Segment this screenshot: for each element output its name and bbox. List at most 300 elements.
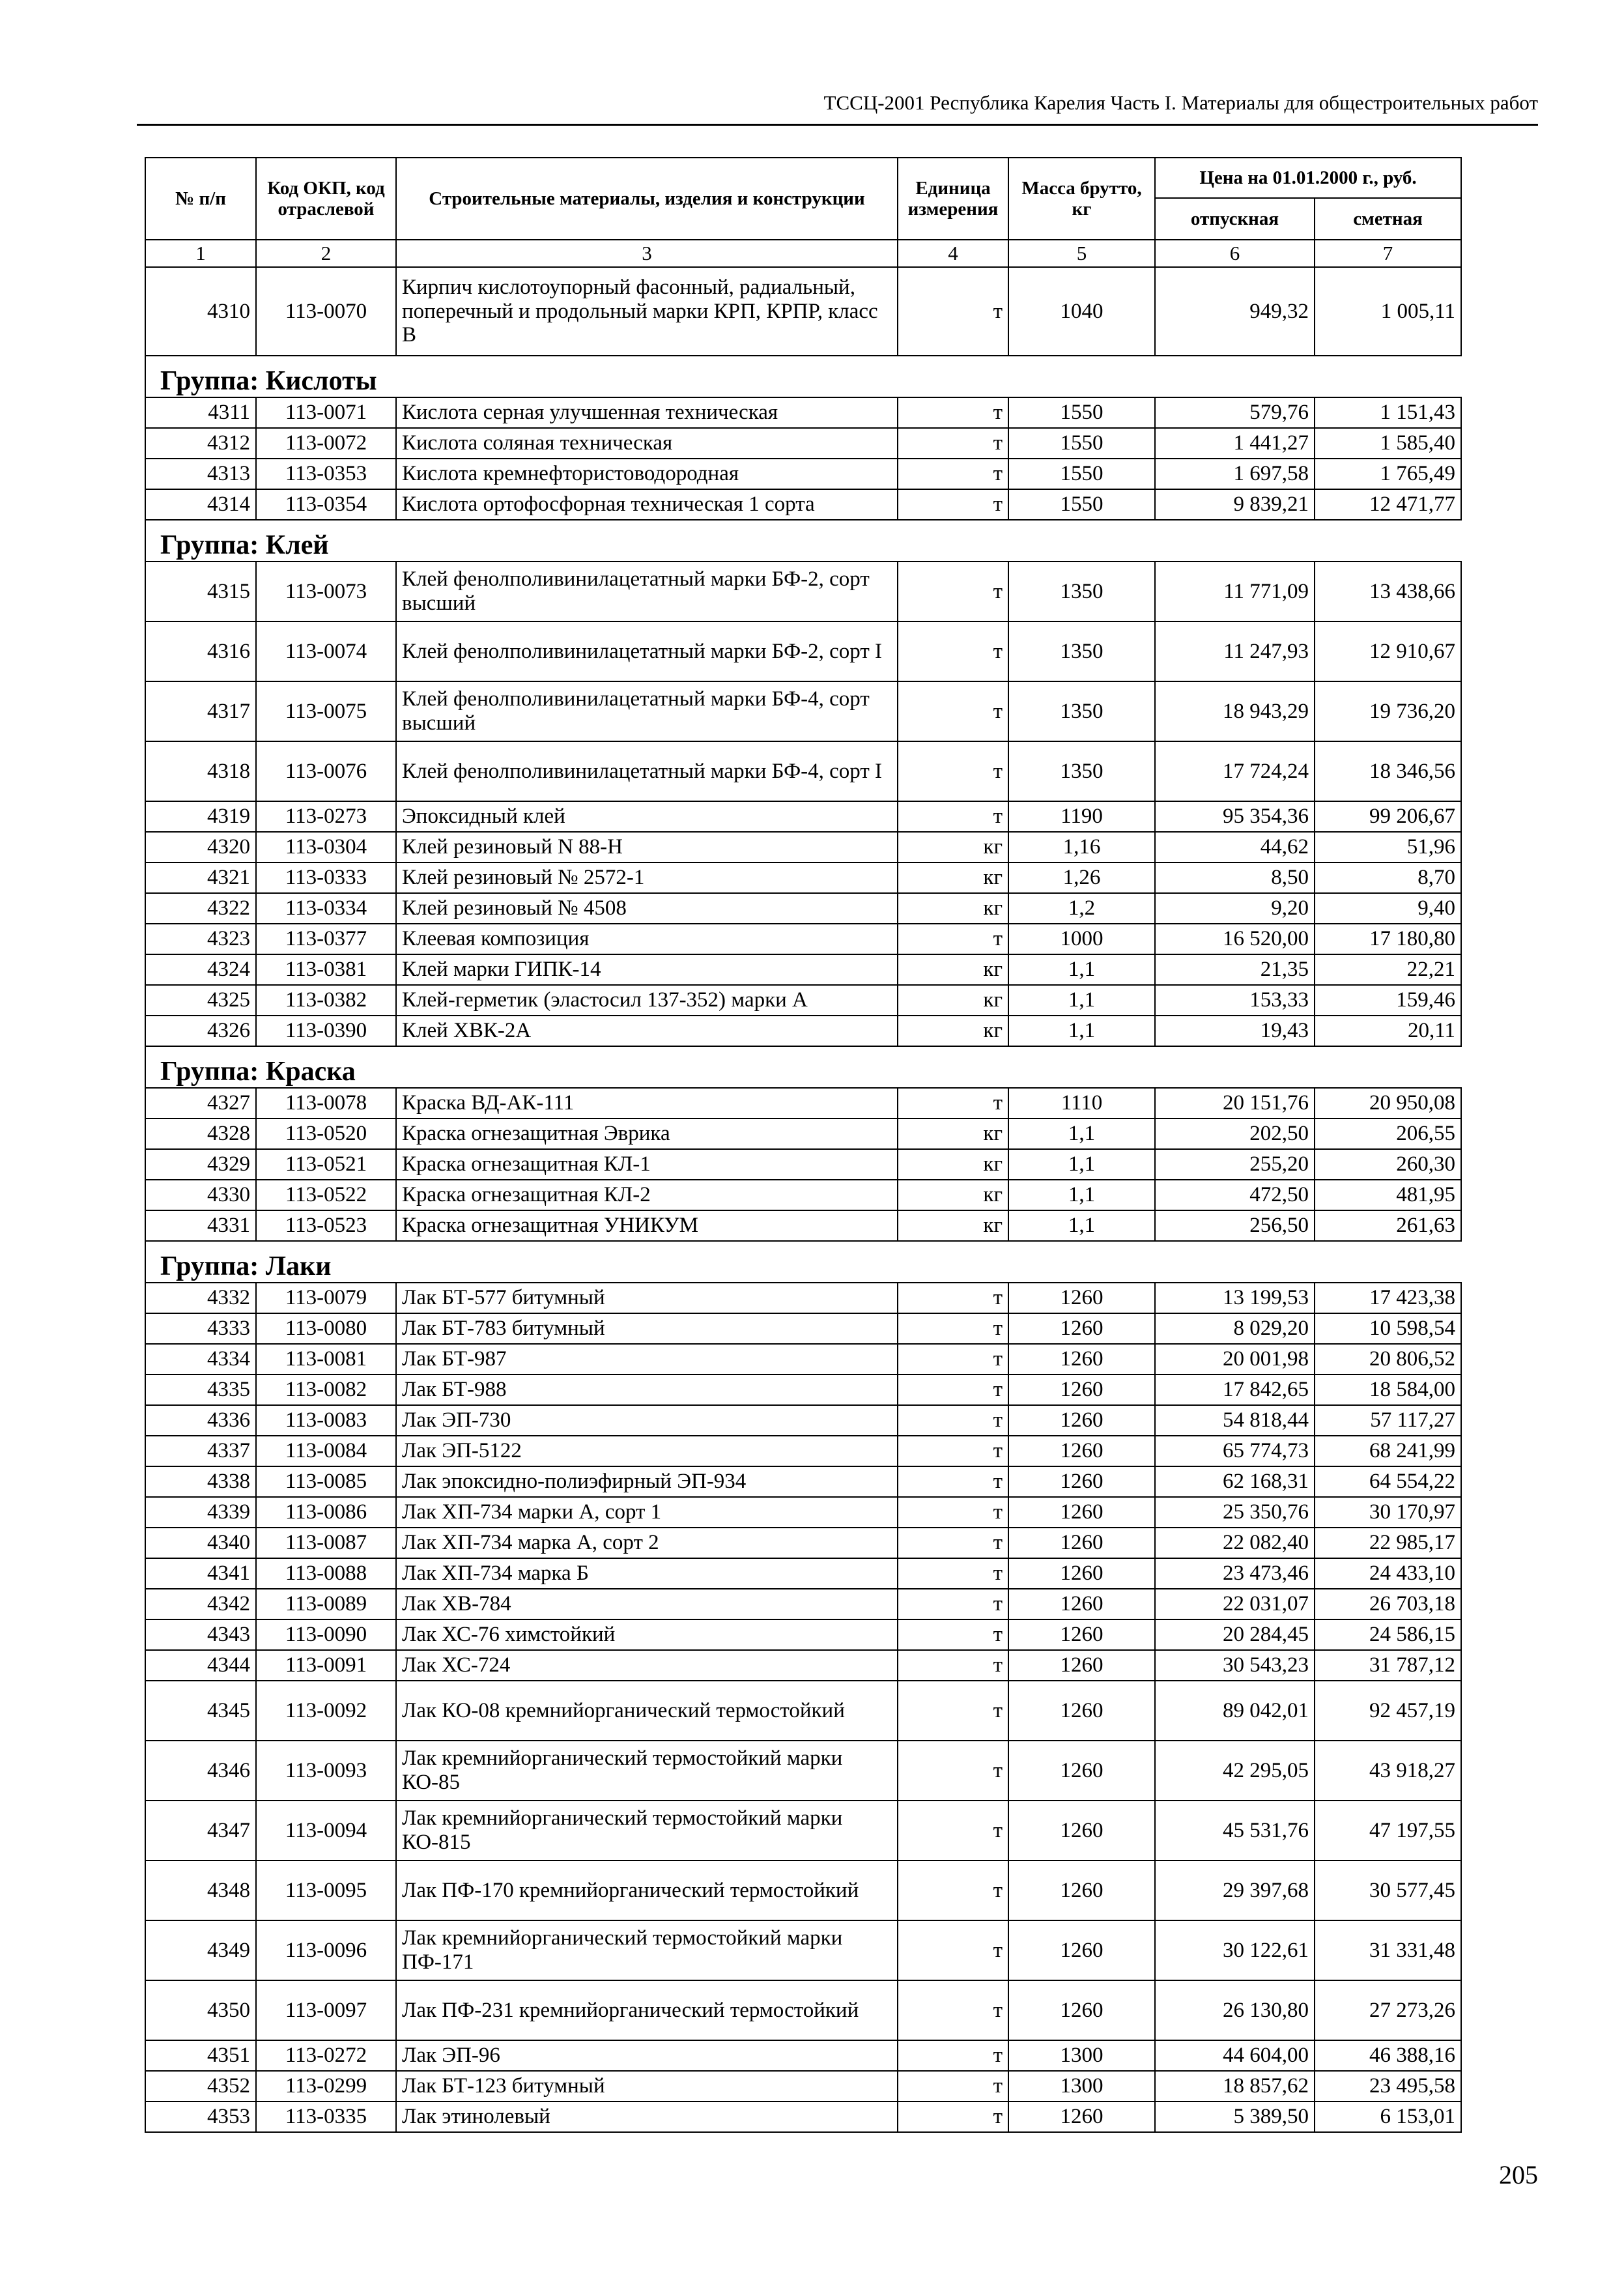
group-heading: Группа: Краска [145, 1046, 1461, 1088]
item-unit: кг [898, 1180, 1008, 1210]
table-row [145, 832, 1461, 862]
item-name: Краска огнезащитная УНИКУМ [396, 1210, 898, 1241]
item-unit: т [898, 489, 1008, 520]
item-unit: т [898, 1589, 1008, 1619]
item-price-estimate: 68 241,99 [1315, 1436, 1461, 1466]
item-name: Клей резиновый № 2572-1 [396, 862, 898, 893]
item-price-estimate: 18 346,56 [1315, 741, 1461, 801]
item-name: Кислота ортофосфорная техническая 1 сорта [396, 489, 898, 520]
item-okp-code: 113-0079 [256, 1283, 396, 1313]
item-mass: 1350 [1008, 621, 1155, 681]
item-okp-code: 113-0304 [256, 832, 396, 862]
item-mass: 1,26 [1008, 862, 1155, 893]
item-price-estimate: 30 577,45 [1315, 1860, 1461, 1920]
item-mass: 1260 [1008, 1860, 1155, 1920]
item-price-estimate: 99 206,67 [1315, 801, 1461, 832]
item-mass: 1000 [1008, 924, 1155, 954]
item-number: 4343 [145, 1619, 256, 1650]
column-number: 1 [145, 240, 256, 267]
item-price-release: 42 295,05 [1155, 1741, 1315, 1801]
item-price-estimate: 23 495,58 [1315, 2071, 1461, 2102]
table-row [145, 1466, 1461, 1497]
item-mass: 1,16 [1008, 832, 1155, 862]
item-number: 4327 [145, 1088, 256, 1119]
item-name: Лак кремнийорганический термостойкий марки КО-85 [396, 1741, 898, 1801]
item-unit: т [898, 1436, 1008, 1466]
column-number: 6 [1155, 240, 1315, 267]
item-mass: 1260 [1008, 1920, 1155, 1980]
item-unit: кг [898, 832, 1008, 862]
item-unit: т [898, 1283, 1008, 1313]
item-name: Кислота серная улучшенная техническая [396, 397, 898, 428]
item-mass: 1260 [1008, 1283, 1155, 1313]
item-name: Лак ХП-734 марка Б [396, 1558, 898, 1589]
item-number: 4330 [145, 1180, 256, 1210]
table-row [145, 1283, 1461, 1313]
item-price-release: 25 350,76 [1155, 1497, 1315, 1528]
header-price-release: отпускная [1155, 198, 1315, 240]
item-number: 4352 [145, 2071, 256, 2102]
item-okp-code: 113-0088 [256, 1558, 396, 1589]
item-price-estimate: 92 457,19 [1315, 1681, 1461, 1741]
table-row [145, 985, 1461, 1016]
item-price-estimate: 8,70 [1315, 862, 1461, 893]
item-price-release: 8,50 [1155, 862, 1315, 893]
item-okp-code: 113-0070 [256, 267, 396, 356]
item-number: 4319 [145, 801, 256, 832]
item-mass: 1110 [1008, 1088, 1155, 1119]
table-row [145, 1558, 1461, 1589]
item-name: Клеевая композиция [396, 924, 898, 954]
item-name: Краска огнезащитная КЛ-1 [396, 1149, 898, 1180]
item-name: Лак КО-08 кремнийорганический термостойкий [396, 1681, 898, 1741]
item-okp-code: 113-0082 [256, 1375, 396, 1405]
item-name: Клей фенолполивинилацетатный марки БФ-4, сорт высший [396, 681, 898, 741]
item-price-release: 19,43 [1155, 1016, 1315, 1046]
item-number: 4346 [145, 1741, 256, 1801]
item-price-estimate: 6 153,01 [1315, 2102, 1461, 2132]
table-row [145, 801, 1461, 832]
item-price-release: 11 771,09 [1155, 562, 1315, 621]
group-heading: Группа: Клей [145, 520, 1461, 562]
item-mass: 1260 [1008, 1375, 1155, 1405]
item-okp-code: 113-0074 [256, 621, 396, 681]
item-mass: 1300 [1008, 2040, 1155, 2071]
item-price-release: 17 842,65 [1155, 1375, 1315, 1405]
item-unit: т [898, 1497, 1008, 1528]
item-price-release: 20 151,76 [1155, 1088, 1315, 1119]
table-row [145, 267, 1461, 356]
item-price-release: 9 839,21 [1155, 489, 1315, 520]
item-unit: т [898, 1344, 1008, 1375]
item-name: Кирпич кислотоупорный фасонный, радиальный, поперечный и продольный марки КРП, КРПР, класс В [396, 267, 898, 356]
item-price-estimate: 57 117,27 [1315, 1405, 1461, 1436]
item-price-release: 20 001,98 [1155, 1344, 1315, 1375]
item-okp-code: 113-0333 [256, 862, 396, 893]
item-name: Клей резиновый № 4508 [396, 893, 898, 924]
header-okp: Код ОКП, код отраслевой [256, 158, 396, 240]
item-mass: 1,1 [1008, 1210, 1155, 1241]
table-row [145, 1619, 1461, 1650]
item-mass: 1,1 [1008, 1016, 1155, 1046]
column-number: 2 [256, 240, 396, 267]
column-number: 5 [1008, 240, 1155, 267]
item-number: 4325 [145, 985, 256, 1016]
item-name: Клей ХВК-2А [396, 1016, 898, 1046]
item-name: Краска ВД-АК-111 [396, 1088, 898, 1119]
item-name: Лак БТ-123 битумный [396, 2071, 898, 2102]
item-mass: 1,1 [1008, 1119, 1155, 1149]
page-number: 205 [1499, 2160, 1538, 2189]
item-price-estimate: 481,95 [1315, 1180, 1461, 1210]
table-row [145, 681, 1461, 741]
table-row [145, 1920, 1461, 1980]
table-row [145, 1149, 1461, 1180]
item-unit: т [898, 1405, 1008, 1436]
item-okp-code: 113-0080 [256, 1313, 396, 1344]
item-unit: т [898, 621, 1008, 681]
item-unit: т [898, 1466, 1008, 1497]
item-mass: 1350 [1008, 562, 1155, 621]
table-row [145, 428, 1461, 459]
item-number: 4331 [145, 1210, 256, 1241]
item-okp-code: 113-0081 [256, 1344, 396, 1375]
table-row [145, 1741, 1461, 1801]
item-mass: 1,1 [1008, 1149, 1155, 1180]
item-price-release: 20 284,45 [1155, 1619, 1315, 1650]
item-price-estimate: 1 151,43 [1315, 397, 1461, 428]
item-unit: т [898, 801, 1008, 832]
item-unit: кг [898, 862, 1008, 893]
item-okp-code: 113-0272 [256, 2040, 396, 2071]
item-okp-code: 113-0335 [256, 2102, 396, 2132]
group-heading-row [145, 1241, 1461, 1283]
item-price-release: 949,32 [1155, 267, 1315, 356]
table-row [145, 893, 1461, 924]
item-mass: 1350 [1008, 741, 1155, 801]
item-price-estimate: 1 005,11 [1315, 267, 1461, 356]
item-unit: т [898, 1980, 1008, 2040]
table-row [145, 1436, 1461, 1466]
column-number: 4 [898, 240, 1008, 267]
item-unit: т [898, 741, 1008, 801]
item-unit: кг [898, 1210, 1008, 1241]
table-row [145, 2040, 1461, 2071]
item-number: 4337 [145, 1436, 256, 1466]
item-price-release: 16 520,00 [1155, 924, 1315, 954]
item-name: Краска огнезащитная КЛ-2 [396, 1180, 898, 1210]
item-unit: т [898, 459, 1008, 489]
item-unit: т [898, 1375, 1008, 1405]
group-heading: Группа: Лаки [145, 1241, 1461, 1283]
item-price-release: 255,20 [1155, 1149, 1315, 1180]
item-price-release: 89 042,01 [1155, 1681, 1315, 1741]
item-number: 4347 [145, 1801, 256, 1860]
item-mass: 1550 [1008, 489, 1155, 520]
item-number: 4315 [145, 562, 256, 621]
item-number: 4339 [145, 1497, 256, 1528]
item-price-release: 17 724,24 [1155, 741, 1315, 801]
table-row [145, 741, 1461, 801]
item-number: 4329 [145, 1149, 256, 1180]
item-name: Кислота кремнефтористоводородная [396, 459, 898, 489]
item-mass: 1,1 [1008, 1180, 1155, 1210]
item-number: 4341 [145, 1558, 256, 1589]
item-number: 4334 [145, 1344, 256, 1375]
item-price-estimate: 1 585,40 [1315, 428, 1461, 459]
item-price-estimate: 260,30 [1315, 1149, 1461, 1180]
item-okp-code: 113-0523 [256, 1210, 396, 1241]
item-okp-code: 113-0075 [256, 681, 396, 741]
item-mass: 1260 [1008, 1801, 1155, 1860]
item-price-release: 579,76 [1155, 397, 1315, 428]
item-price-estimate: 9,40 [1315, 893, 1461, 924]
item-mass: 1260 [1008, 1558, 1155, 1589]
item-price-estimate: 22,21 [1315, 954, 1461, 985]
table-row [145, 1210, 1461, 1241]
item-okp-code: 113-0522 [256, 1180, 396, 1210]
item-okp-code: 113-0377 [256, 924, 396, 954]
item-okp-code: 113-0089 [256, 1589, 396, 1619]
item-price-estimate: 31 787,12 [1315, 1650, 1461, 1681]
item-okp-code: 113-0087 [256, 1528, 396, 1558]
item-number: 4311 [145, 397, 256, 428]
item-okp-code: 113-0095 [256, 1860, 396, 1920]
item-price-release: 45 531,76 [1155, 1801, 1315, 1860]
table-body [145, 267, 1461, 2132]
item-price-estimate: 13 438,66 [1315, 562, 1461, 621]
item-mass: 1,1 [1008, 954, 1155, 985]
table-row [145, 1119, 1461, 1149]
item-name: Лак ХП-734 марка А, сорт 2 [396, 1528, 898, 1558]
item-okp-code: 113-0071 [256, 397, 396, 428]
item-price-release: 153,33 [1155, 985, 1315, 1016]
item-okp-code: 113-0273 [256, 801, 396, 832]
table-row [145, 1313, 1461, 1344]
item-unit: т [898, 1558, 1008, 1589]
item-name: Лак БТ-783 битумный [396, 1313, 898, 1344]
item-price-release: 18 857,62 [1155, 2071, 1315, 2102]
item-price-estimate: 17 180,80 [1315, 924, 1461, 954]
item-mass: 1260 [1008, 1681, 1155, 1741]
item-number: 4310 [145, 267, 256, 356]
item-price-estimate: 12 910,67 [1315, 621, 1461, 681]
item-price-release: 22 082,40 [1155, 1528, 1315, 1558]
item-okp-code: 113-0096 [256, 1920, 396, 1980]
item-price-release: 65 774,73 [1155, 1436, 1315, 1466]
table-head [145, 158, 1461, 267]
item-price-estimate: 43 918,27 [1315, 1741, 1461, 1801]
item-number: 4321 [145, 862, 256, 893]
item-name: Лак ЭП-96 [396, 2040, 898, 2071]
item-mass: 1260 [1008, 1497, 1155, 1528]
header-name: Строительные материалы, изделия и конструкции [396, 158, 898, 240]
item-price-estimate: 18 584,00 [1315, 1375, 1461, 1405]
table-row [145, 1681, 1461, 1741]
item-okp-code: 113-0521 [256, 1149, 396, 1180]
item-okp-code: 113-0381 [256, 954, 396, 985]
item-number: 4351 [145, 2040, 256, 2071]
item-number: 4332 [145, 1283, 256, 1313]
item-mass: 1260 [1008, 1589, 1155, 1619]
item-unit: т [898, 1920, 1008, 1980]
item-unit: т [898, 1650, 1008, 1681]
item-price-estimate: 12 471,77 [1315, 489, 1461, 520]
item-price-estimate: 1 765,49 [1315, 459, 1461, 489]
item-price-estimate: 261,63 [1315, 1210, 1461, 1241]
item-okp-code: 113-0093 [256, 1741, 396, 1801]
item-price-estimate: 31 331,48 [1315, 1920, 1461, 1980]
item-number: 4322 [145, 893, 256, 924]
item-unit: кг [898, 1149, 1008, 1180]
item-okp-code: 113-0334 [256, 893, 396, 924]
item-number: 4324 [145, 954, 256, 985]
item-name: Лак БТ-577 битумный [396, 1283, 898, 1313]
item-name: Лак БТ-988 [396, 1375, 898, 1405]
item-number: 4338 [145, 1466, 256, 1497]
table-row [145, 397, 1461, 428]
table-row [145, 1405, 1461, 1436]
table-row [145, 1801, 1461, 1860]
table-row [145, 1344, 1461, 1375]
item-okp-code: 113-0078 [256, 1088, 396, 1119]
item-unit: т [898, 1619, 1008, 1650]
item-name: Кислота соляная техническая [396, 428, 898, 459]
item-number: 4349 [145, 1920, 256, 1980]
item-price-release: 1 697,58 [1155, 459, 1315, 489]
item-price-release: 256,50 [1155, 1210, 1315, 1241]
item-unit: т [898, 1313, 1008, 1344]
item-okp-code: 113-0091 [256, 1650, 396, 1681]
item-okp-code: 113-0076 [256, 741, 396, 801]
table-row [145, 1180, 1461, 1210]
item-number: 4312 [145, 428, 256, 459]
item-okp-code: 113-0094 [256, 1801, 396, 1860]
price-table [145, 157, 1462, 2133]
group-heading-row [145, 1046, 1461, 1088]
item-price-estimate: 47 197,55 [1315, 1801, 1461, 1860]
item-name: Лак ПФ-170 кремнийорганический термостойкий [396, 1860, 898, 1920]
group-heading-row [145, 356, 1461, 397]
item-number: 4345 [145, 1681, 256, 1741]
item-price-estimate: 20,11 [1315, 1016, 1461, 1046]
item-price-estimate: 51,96 [1315, 832, 1461, 862]
item-name: Лак ЭП-5122 [396, 1436, 898, 1466]
table-row [145, 1650, 1461, 1681]
column-number: 7 [1315, 240, 1461, 267]
item-number: 4353 [145, 2102, 256, 2132]
item-unit: т [898, 1528, 1008, 1558]
item-unit: т [898, 428, 1008, 459]
table-row [145, 2102, 1461, 2132]
item-mass: 1260 [1008, 1980, 1155, 2040]
item-mass: 1260 [1008, 1650, 1155, 1681]
item-mass: 1260 [1008, 1741, 1155, 1801]
item-price-release: 9,20 [1155, 893, 1315, 924]
table-row [145, 562, 1461, 621]
item-unit: кг [898, 1016, 1008, 1046]
item-price-estimate: 30 170,97 [1315, 1497, 1461, 1528]
item-price-release: 472,50 [1155, 1180, 1315, 1210]
item-price-estimate: 206,55 [1315, 1119, 1461, 1149]
item-unit: т [898, 562, 1008, 621]
table-row [145, 1980, 1461, 2040]
item-number: 4350 [145, 1980, 256, 2040]
item-price-estimate: 64 554,22 [1315, 1466, 1461, 1497]
table-row [145, 1589, 1461, 1619]
item-unit: т [898, 2040, 1008, 2071]
item-unit: т [898, 267, 1008, 356]
item-price-release: 62 168,31 [1155, 1466, 1315, 1497]
item-price-release: 44,62 [1155, 832, 1315, 862]
item-mass: 1260 [1008, 1313, 1155, 1344]
item-unit: т [898, 1741, 1008, 1801]
item-number: 4348 [145, 1860, 256, 1920]
item-number: 4314 [145, 489, 256, 520]
item-mass: 1260 [1008, 1528, 1155, 1558]
item-price-estimate: 20 806,52 [1315, 1344, 1461, 1375]
item-okp-code: 113-0092 [256, 1681, 396, 1741]
item-mass: 1,2 [1008, 893, 1155, 924]
item-price-estimate: 24 586,15 [1315, 1619, 1461, 1650]
item-price-estimate: 46 388,16 [1315, 2040, 1461, 2071]
item-price-release: 18 943,29 [1155, 681, 1315, 741]
item-unit: т [898, 924, 1008, 954]
item-number: 4316 [145, 621, 256, 681]
item-okp-code: 113-0084 [256, 1436, 396, 1466]
item-okp-code: 113-0097 [256, 1980, 396, 2040]
item-unit: т [898, 397, 1008, 428]
table-row [145, 1860, 1461, 1920]
item-number: 4317 [145, 681, 256, 741]
item-mass: 1260 [1008, 2102, 1155, 2132]
column-number: 3 [396, 240, 898, 267]
item-number: 4342 [145, 1589, 256, 1619]
item-mass: 1550 [1008, 397, 1155, 428]
item-price-release: 30 543,23 [1155, 1650, 1315, 1681]
item-number: 4328 [145, 1119, 256, 1149]
item-price-release: 29 397,68 [1155, 1860, 1315, 1920]
item-name: Лак ХВ-784 [396, 1589, 898, 1619]
item-name: Клей фенолполивинилацетатный марки БФ-2, сорт I [396, 621, 898, 681]
table-row [145, 1528, 1461, 1558]
item-mass: 1350 [1008, 681, 1155, 741]
table-row [145, 1016, 1461, 1046]
group-heading-row [145, 520, 1461, 562]
item-price-release: 202,50 [1155, 1119, 1315, 1149]
item-name: Лак ЭП-730 [396, 1405, 898, 1436]
item-unit: кг [898, 954, 1008, 985]
item-price-release: 54 818,44 [1155, 1405, 1315, 1436]
item-price-release: 13 199,53 [1155, 1283, 1315, 1313]
item-name: Лак БТ-987 [396, 1344, 898, 1375]
table-row [145, 621, 1461, 681]
header-num: № п/п [145, 158, 256, 240]
item-unit: т [898, 1681, 1008, 1741]
item-mass: 1260 [1008, 1405, 1155, 1436]
item-price-release: 30 122,61 [1155, 1920, 1315, 1980]
item-name: Клей-герметик (эластосил 137-352) марки А [396, 985, 898, 1016]
header-unit: Единица измерения [898, 158, 1008, 240]
item-price-estimate: 22 985,17 [1315, 1528, 1461, 1558]
item-mass: 1260 [1008, 1344, 1155, 1375]
header-price-estimate: сметная [1315, 198, 1461, 240]
table-row [145, 1375, 1461, 1405]
item-mass: 1040 [1008, 267, 1155, 356]
item-name: Лак ХС-76 химстойкий [396, 1619, 898, 1650]
item-okp-code: 113-0085 [256, 1466, 396, 1497]
header-price-group: Цена на 01.01.2000 г., руб. [1155, 158, 1461, 198]
